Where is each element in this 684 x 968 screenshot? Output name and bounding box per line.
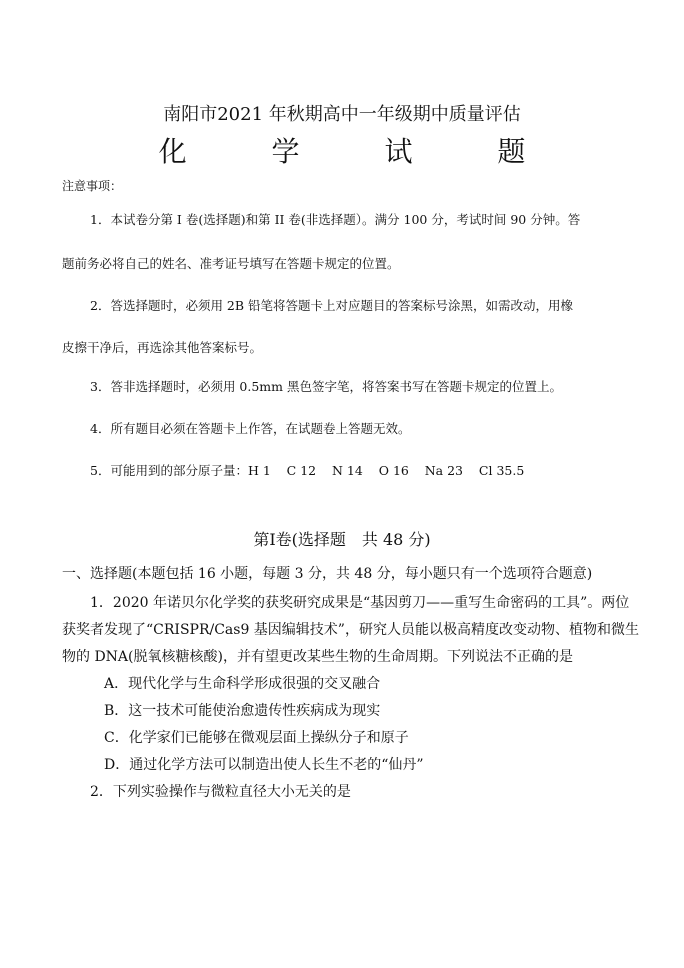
notice-line: 2．答选择题时，必须用 2B 铅笔将答题卡上对应题目的答案标号涂黑，如需改动，用橡: [90, 298, 574, 313]
notice-line: 题前务必将自己的姓名、准考证号填写在答题卡规定的位置。: [62, 256, 400, 271]
option-a: A．现代化学与生命科学形成很强的交叉融合: [104, 676, 381, 692]
atomic-mass-line: 5．可能用到的部分原子量：H 1 C 12 N 14 O 16 Na 23 Cl 35.5: [90, 463, 525, 478]
section-instruction: 一、选择题(本题包括 16 小题，每题 3 分，共 48 分，每小题只有一个选项符合题意): [62, 566, 593, 582]
notice-line: 皮擦干净后，再选涂其他答案标号。: [62, 340, 263, 355]
subject-title: 化 学 试 题: [158, 135, 564, 168]
option-d: D．通过化学方法可以制造出使人长生不老的“仙丹”: [104, 757, 424, 773]
exam-title: 南阳市2021 年秋期高中一年级期中质量评估: [163, 104, 521, 125]
option-b: B．这一技术可能使治愈遗传性疾病成为现实: [104, 703, 381, 719]
question-1-line: 1．2020 年诺贝尔化学奖的获奖研究成果是“基因剪刀——重写生命密码的工具”。两位: [90, 595, 630, 611]
question-2: 2．下列实验操作与微粒直径大小无关的是: [90, 784, 351, 800]
question-1-line: 物的 DNA(脱氧核糖核酸)，并有望更改某些生物的生命周期。下列说法不正确的是: [62, 649, 573, 665]
notice-line: 1．本试卷分第 I 卷(选择题)和第 II 卷(非选择题）。满分 100 分，考试时间 90 分钟。答: [90, 212, 581, 227]
notice-line: 3．答非选择题时，必须用 0.5mm 黑色签字笔，将答案书写在答题卡规定的位置上。: [90, 379, 562, 394]
question-1-line: 获奖者发现了“CRISPR/Cas9 基因编辑技术”，研究人员能以极高精度改变动物、植物和微生: [62, 622, 639, 638]
section-title: 第Ⅰ卷(选择题 共 48 分): [253, 530, 431, 549]
option-c: C．化学家们已能够在微观层面上操纵分子和原子: [104, 730, 409, 746]
notice-line: 4．所有题目必须在答题卡上作答，在试题卷上答题无效。: [90, 421, 411, 436]
notice-heading: 注意事项：: [62, 179, 123, 193]
